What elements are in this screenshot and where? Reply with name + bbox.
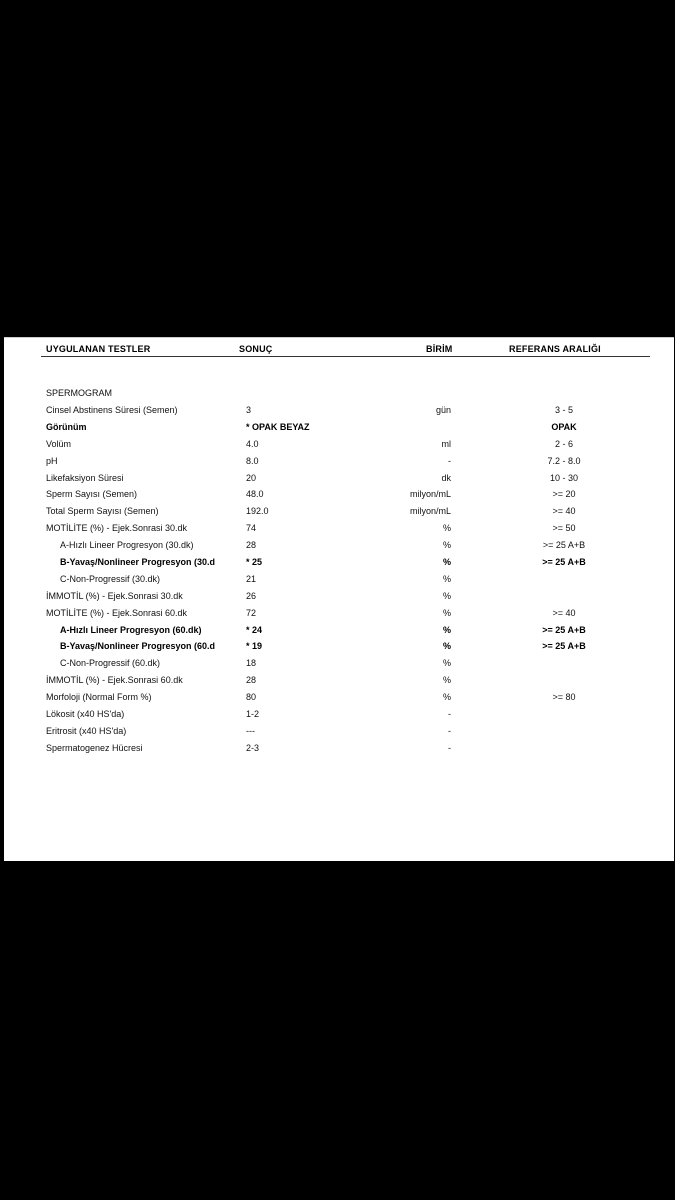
test-reference: >= 25 A+B — [542, 624, 586, 635]
test-reference: >= 25 A+B — [542, 557, 586, 568]
table-row — [4, 438, 674, 455]
test-result: 72 — [246, 607, 257, 618]
test-name: pH — [46, 455, 58, 466]
header-unit: BİRİM — [426, 344, 453, 354]
test-name: İMMOTİL (%) - Ejek.Sonrasi 30.dk — [46, 590, 183, 601]
test-result: * 24 — [246, 624, 263, 635]
table-row — [4, 640, 674, 657]
test-name: Morfoloji (Normal Form %) — [46, 692, 152, 703]
test-name: C-Non-Progressif (30.dk) — [60, 573, 161, 584]
test-result: 8.0 — [246, 455, 259, 466]
header-divider — [41, 356, 650, 357]
report-page — [4, 337, 674, 861]
test-reference: 10 - 30 — [549, 472, 579, 483]
table-row — [4, 522, 674, 539]
test-result: * OPAK BEYAZ — [246, 421, 310, 432]
test-name: Görünüm — [46, 421, 87, 432]
test-name: Cinsel Abstinens Süresi (Semen) — [46, 405, 178, 415]
test-unit: ml — [441, 438, 451, 449]
test-result: * 19 — [246, 641, 263, 652]
header-reference: REFERANS ARALIĞI — [509, 344, 601, 354]
test-unit: % — [442, 658, 451, 669]
test-unit: - — [448, 742, 451, 753]
test-unit: milyon/mL — [409, 489, 451, 500]
table-row — [4, 505, 674, 522]
test-unit: - — [448, 709, 451, 720]
test-name: İMMOTİL (%) - Ejek.Sonrasi 60.dk — [46, 675, 183, 686]
test-name: A-Hızlı Lineer Progresyon (60.dk) — [60, 624, 202, 635]
test-reference: 7.2 - 8.0 — [547, 455, 581, 466]
header-result: SONUÇ — [239, 344, 273, 354]
test-result: 28 — [246, 540, 257, 551]
test-name: Spermatogenez Hücresi — [46, 742, 143, 753]
test-unit: % — [442, 590, 451, 601]
test-reference: >= 80 — [552, 692, 576, 703]
test-name: Sperm Sayısı (Semen) — [46, 489, 138, 500]
test-result: 21 — [246, 573, 257, 584]
test-result: 74 — [246, 523, 257, 534]
test-unit: - — [448, 455, 451, 466]
test-result: * 25 — [246, 557, 263, 568]
test-result: 1-2 — [246, 709, 260, 720]
table-row — [4, 691, 674, 708]
test-unit: % — [442, 557, 451, 568]
test-reference: >= 50 — [552, 523, 576, 534]
test-reference: >= 25 A+B — [542, 641, 586, 652]
table-row — [4, 455, 674, 472]
test-name: Lökosit (x40 HS'da) — [46, 709, 125, 720]
test-name: B-Yavaş/Nonlineer Progresyon (30.d — [60, 557, 216, 568]
table-row — [4, 590, 674, 607]
test-unit: milyon/mL — [409, 506, 451, 517]
test-result: --- — [246, 725, 255, 736]
test-name: Volüm — [46, 438, 72, 449]
table-row — [4, 674, 674, 691]
test-result: 20 — [246, 472, 257, 483]
test-result: 192.0 — [246, 506, 269, 517]
test-reference: OPAK — [551, 421, 577, 432]
test-result: 26 — [246, 590, 257, 601]
test-reference: 3 - 5 — [554, 405, 573, 415]
table-row — [4, 573, 674, 590]
test-result: 28 — [246, 675, 257, 686]
test-name: B-Yavaş/Nonlineer Progresyon (60.d — [60, 641, 216, 652]
table-row — [4, 472, 674, 489]
test-result: 4.0 — [246, 438, 259, 449]
header-tests: UYGULANAN TESTLER — [46, 344, 151, 354]
test-unit: - — [448, 725, 451, 736]
test-reference: >= 25 A+B — [542, 540, 586, 551]
section-title: SPERMOGRAM — [46, 388, 113, 398]
results-table — [4, 404, 674, 759]
test-name: Total Sperm Sayısı (Semen) — [46, 506, 159, 517]
test-reference: 2 - 6 — [554, 438, 573, 449]
test-unit: % — [442, 624, 451, 635]
test-name: MOTİLİTE (%) - Ejek.Sonrasi 60.dk — [46, 607, 188, 618]
test-name: C-Non-Progressif (60.dk) — [60, 658, 161, 669]
test-unit: % — [442, 675, 451, 686]
table-row — [4, 421, 674, 438]
table-row — [4, 404, 674, 421]
table-row — [4, 725, 674, 742]
test-reference: >= 40 — [552, 506, 576, 517]
test-reference: >= 20 — [552, 489, 576, 500]
test-result: 2-3 — [246, 742, 260, 753]
test-unit: % — [442, 523, 451, 534]
test-name: Eritrosit (x40 HS'da) — [46, 725, 127, 736]
table-row — [4, 742, 674, 759]
test-unit: % — [442, 540, 451, 551]
test-name: Likefaksiyon Süresi — [46, 472, 124, 483]
test-unit: % — [442, 573, 451, 584]
table-row — [4, 708, 674, 725]
test-result: 18 — [246, 658, 257, 669]
test-reference: >= 40 — [552, 607, 576, 618]
test-unit: % — [442, 607, 451, 618]
test-unit: % — [442, 641, 451, 652]
test-result: 3 — [246, 405, 252, 415]
table-row — [4, 556, 674, 573]
table-row — [4, 607, 674, 624]
test-unit: dk — [441, 472, 451, 483]
test-name: MOTİLİTE (%) - Ejek.Sonrasi 30.dk — [46, 523, 188, 534]
test-name: A-Hızlı Lineer Progresyon (30.dk) — [60, 540, 194, 551]
test-result: 48.0 — [246, 489, 264, 500]
table-row — [4, 657, 674, 674]
table-row — [4, 488, 674, 505]
table-row — [4, 539, 674, 556]
test-unit: gün — [435, 405, 451, 415]
test-result: 80 — [246, 692, 257, 703]
test-unit: % — [442, 692, 451, 703]
table-row — [4, 624, 674, 641]
